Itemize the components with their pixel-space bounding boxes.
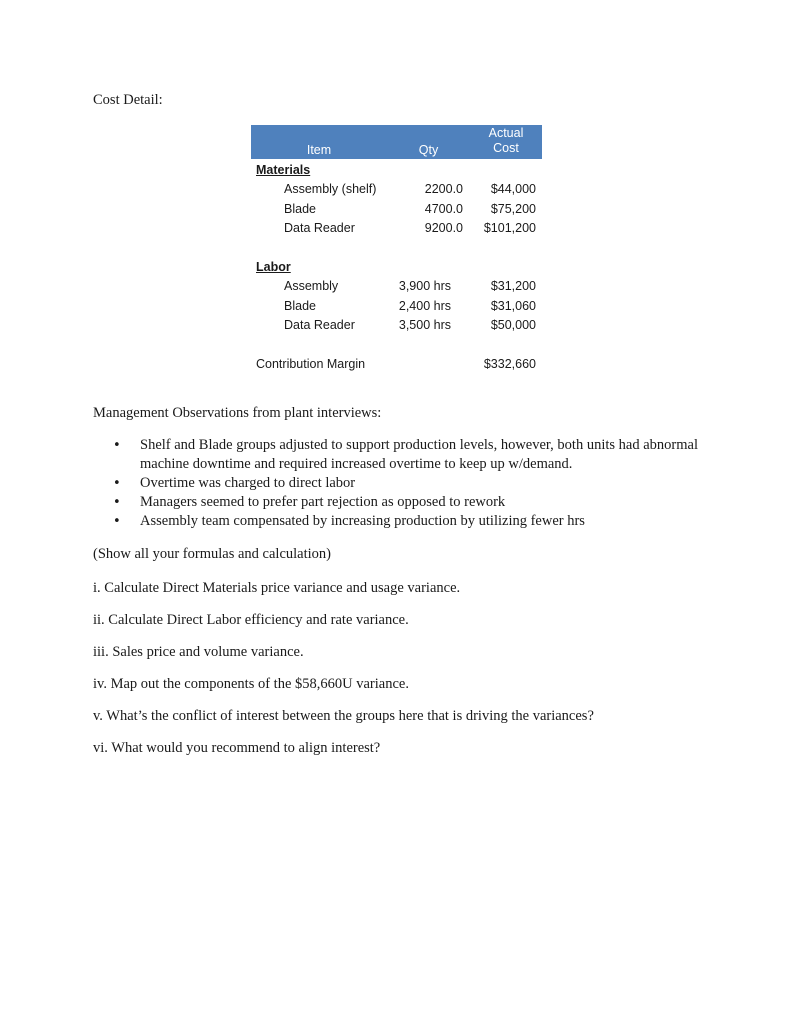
question-5: v. What’s the conflict of interest between the groups here that is driving the variances? bbox=[93, 708, 594, 724]
row-cost: $101,200 bbox=[483, 221, 536, 235]
list-item: • Managers seemed to prefer part rejection as opposed to rework bbox=[110, 493, 710, 512]
header-actual-cost bbox=[470, 126, 542, 156]
row-item: Blade bbox=[284, 202, 316, 216]
row-item: Data Reader bbox=[284, 318, 355, 332]
question-2: ii. Calculate Direct Labor efficiency and rate variance. bbox=[93, 612, 409, 628]
cost-detail-title: Cost Detail: bbox=[93, 92, 163, 108]
question-6: vi. What would you recommend to align interest? bbox=[93, 740, 381, 756]
question-1: i. Calculate Direct Materials price variance and usage variance. bbox=[93, 580, 461, 596]
row-cost: $44,000 bbox=[490, 182, 536, 196]
row-item: Blade bbox=[284, 299, 316, 313]
header-actual-line2: Cost bbox=[493, 141, 519, 155]
list-item: • Shelf and Blade groups adjusted to support production levels, however, both units had abnormal machine downtime and required increased overtime to keep up w/demand. bbox=[110, 436, 710, 474]
row-qty: 2200.0 bbox=[424, 182, 463, 196]
row-item: Assembly bbox=[284, 279, 339, 293]
labor-section-label: Labor bbox=[256, 260, 291, 274]
row-qty: 3,900 hrs bbox=[398, 279, 451, 293]
row-cost: $75,200 bbox=[490, 202, 536, 216]
row-qty: 2,400 hrs bbox=[398, 299, 451, 313]
row-qty: 9200.0 bbox=[424, 221, 463, 235]
row-cost: $31,200 bbox=[490, 279, 536, 293]
question-4: iv. Map out the components of the $58,660U variance. bbox=[93, 676, 409, 692]
list-item: • Overtime was charged to direct labor bbox=[110, 474, 710, 493]
header-actual-line1: Actual bbox=[488, 126, 524, 140]
row-item: Data Reader bbox=[284, 221, 355, 235]
materials-section-label: Materials bbox=[256, 163, 311, 177]
row-cost: $31,060 bbox=[490, 299, 536, 313]
row-qty: 4700.0 bbox=[424, 202, 463, 216]
instructions: (Show all your formulas and calculation) bbox=[93, 546, 331, 562]
header-item: Item bbox=[306, 143, 332, 157]
row-cost: $50,000 bbox=[490, 318, 536, 332]
row-item: Assembly (shelf) bbox=[284, 182, 377, 196]
header-qty: Qty bbox=[418, 143, 439, 157]
contribution-label: Contribution Margin bbox=[256, 357, 366, 371]
contribution-value: $332,660 bbox=[483, 357, 536, 371]
list-item: • Assembly team compensated by increasing production by utilizing fewer hrs bbox=[110, 512, 710, 531]
question-3: iii. Sales price and volume variance. bbox=[93, 644, 304, 660]
table-header bbox=[251, 125, 542, 159]
row-qty: 3,500 hrs bbox=[398, 318, 451, 332]
observations-list bbox=[110, 436, 710, 531]
observations-title: Management Observations from plant interviews: bbox=[93, 405, 382, 421]
